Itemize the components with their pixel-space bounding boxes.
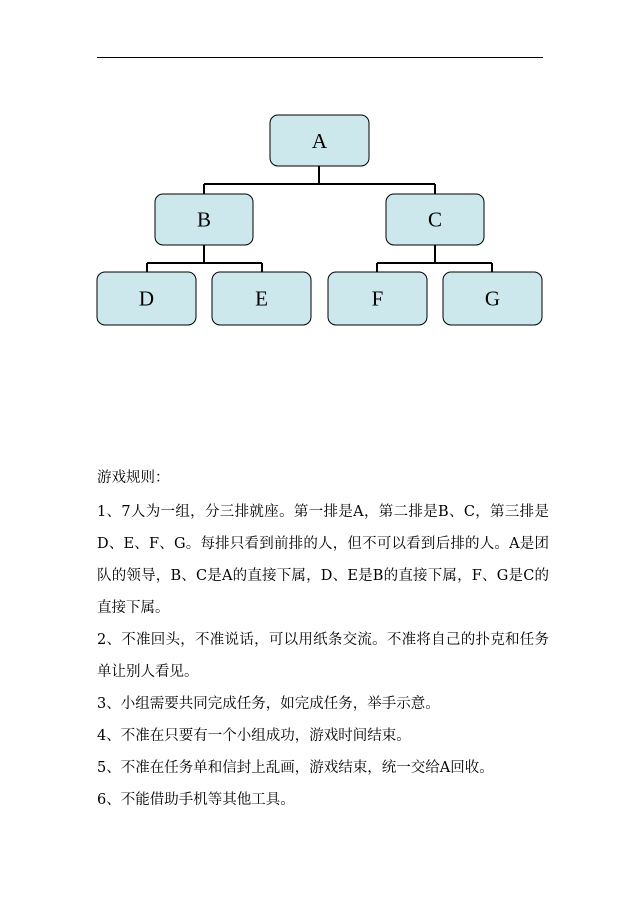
node-b	[155, 194, 253, 245]
connector-c-fg	[377, 245, 492, 272]
node-b-label: B	[196, 207, 212, 232]
node-c	[386, 194, 484, 245]
node-e-label: E	[255, 286, 268, 311]
node-f-label: F	[371, 286, 384, 311]
game-rules	[97, 462, 549, 816]
node-a-label: A	[311, 129, 328, 153]
node-d-label: D	[138, 286, 155, 311]
rule-item-6: 6、不能借助手机等其他工具。	[97, 792, 295, 808]
connector-b-de	[147, 245, 262, 272]
node-f	[328, 272, 427, 325]
node-c-label: C	[427, 207, 443, 232]
node-g	[443, 272, 542, 325]
rule-item-3: 3、小组需要共同完成任务，如完成任务，举手示意。	[97, 696, 440, 712]
rule-item-2: 2、不准回头，不准说话，可以用纸条交流。不准将自己的扑克和任务单让别人看见。	[97, 632, 549, 680]
rule-item-5: 5、不准在任务单和信封上乱画，游戏结束，统一交给A回收。	[97, 760, 494, 776]
node-d	[97, 272, 196, 325]
rule-item-1: 1、7人为一组，分三排就座。第一排是A，第二排是B、C，第三排是D、E、F、G。每排只看到前排的人，但不可以看到后排的人。A是团队的领导，B、C是A的直接下属，D、E是B的直接下属，F、G是C的直接下属。	[97, 504, 549, 616]
rules-heading: 游戏规则：	[97, 470, 170, 486]
org-chart	[0, 0, 640, 340]
node-a	[270, 115, 369, 166]
node-g-label: G	[484, 286, 501, 311]
node-e	[212, 272, 311, 325]
connector-a-bc	[204, 166, 435, 194]
rule-item-4: 4、不准在只要有一个小组成功，游戏时间结束。	[97, 728, 411, 744]
